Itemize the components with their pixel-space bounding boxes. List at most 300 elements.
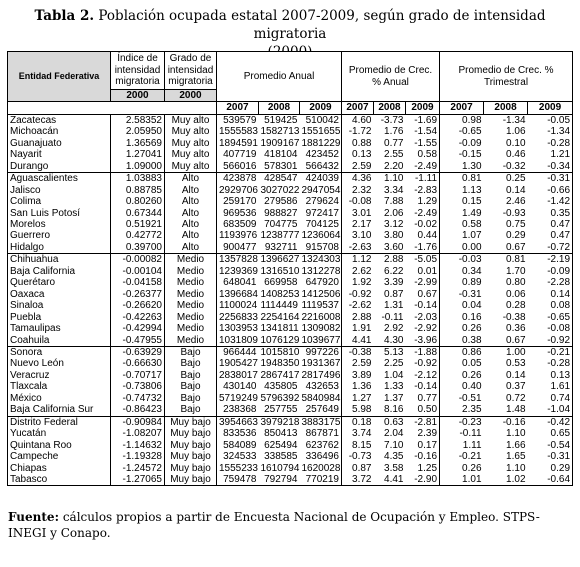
pob-2008: 932711 [264,241,298,253]
pob-2008: 2254164 [260,311,300,323]
crec-anual-2008: 3.80 [384,230,404,242]
pob-2009: 770219 [300,474,342,486]
crec-anual-2007: 3.10 [352,230,372,242]
crec-anual-2008: 7.10 [384,439,404,451]
crec-trim-2007: 0.86 [440,346,484,358]
pob-2008: 1316510 [260,265,300,277]
pob-2009: 1412506 [301,288,341,300]
pob-2008: 1396627 [260,254,300,266]
pob-2009: 1119537 [300,300,342,311]
crec-anual-2007: 2.17 [352,218,372,230]
indice-value: 0.42772 [111,230,165,241]
crec-trim-2007: 0.04 [462,300,482,312]
crec-trim-2007: 1.01 [440,474,484,486]
crec-anual-2008: 4.30 [384,334,404,346]
table-row [8,463,573,474]
crec-trim-2009: 0.74 [528,393,573,404]
crec-trim-2009: 0.08 [528,300,573,311]
pob-2009: 5840984 [301,392,341,404]
crec-anual-2009: 1.25 [406,463,440,474]
indice-value: -0.63929 [111,346,165,358]
header-crec-anual: Promedio de Crec. % Anual [342,52,440,102]
crec-trim-2009: -0.92 [528,335,573,347]
crec-anual-2008: 3.58 [384,462,404,474]
crec-anual-2009: -3.96 [406,335,440,347]
table-row [8,242,573,254]
crec-trim-2009: 0.29 [528,463,573,474]
crec-anual-2009: 0.58 [406,149,440,160]
indice-value: -0.00082 [111,254,165,266]
crec-trim-2008: 0.28 [506,300,526,312]
crec-trim-2007: 0.81 [440,173,484,185]
grado-value: Alto [165,185,217,196]
crec-anual-2008: 1.37 [384,392,404,404]
indice-value: 2.05950 [111,126,165,137]
crec-trim-2009: -1.34 [528,126,573,137]
pob-2008: 1948350 [260,358,300,370]
grado-value: Muy alto [165,114,217,126]
header-entidad: Entidad Federativa [8,52,111,102]
pob-2007: 1905427 [219,358,258,370]
header-blank [8,102,111,114]
pob-2009: 1881229 [301,137,341,149]
pob-2007: 324533 [223,451,257,463]
header-indice-year: 2000 [111,90,165,102]
grado-value: Muy bajo [165,428,217,439]
grado-value: Alto [165,196,217,207]
crec-trim-2008: 0.67 [506,241,526,253]
crec-trim-2007: -0.21 [458,451,482,463]
grado-value: Alto [165,173,217,185]
table-row [8,149,573,160]
pob-2008: 1114449 [260,300,298,312]
header-year: 2009 [300,102,342,114]
crec-anual-2007: 2.88 [352,311,372,323]
indice-value: 1.27041 [111,149,165,160]
crec-trim-2007: 0.89 [462,277,482,289]
crec-trim-2007: 0.26 [462,369,482,381]
crec-anual-2009: 2.39 [406,428,440,439]
crec-trim-2007: 0.26 [462,323,482,335]
indice-value: 2.58352 [111,114,165,126]
state-name: Sonora [8,346,111,358]
crec-trim-2009: -1.04 [528,404,573,416]
crec-anual-2009: -1.55 [406,138,440,149]
table-row [8,335,573,347]
pob-2009: 1931367 [301,358,341,370]
pob-2007: 238368 [223,404,257,416]
crec-trim-2007: -0.51 [458,392,482,404]
crec-anual-2009: -0.02 [406,219,440,230]
pob-2009: 279624 [300,196,342,207]
crec-anual-2008: -0.11 [381,311,404,323]
crec-trim-2008: 0.37 [506,381,526,393]
crec-trim-2008: 0.14 [506,184,526,196]
crec-trim-2007: 1.11 [462,439,482,451]
header-promedio-anual: Promedio Anual [217,52,342,102]
header-grado: Grado de intensidad migratoria [165,52,217,90]
table-row [8,474,573,486]
grado-value: Bajo [165,393,217,404]
table-row [8,393,573,404]
crec-trim-2009: 1.21 [528,149,573,160]
pob-2007: 900477 [223,241,257,253]
indice-value: 0.39700 [111,242,165,254]
pob-2008: 3979218 [260,416,300,428]
grado-value: Medio [165,323,217,334]
grado-value: Bajo [165,346,217,358]
crec-trim-2009: -0.31 [528,173,573,185]
crec-anual-2009: -2.92 [406,323,440,334]
crec-trim-2009: -0.54 [528,440,573,451]
crec-anual-2008: 3.39 [384,277,404,289]
pob-2007: 1555233 [219,462,258,474]
grado-value: Alto [165,208,217,219]
crec-anual-2008: 8.16 [384,404,404,416]
crec-trim-2008: 1.00 [484,346,528,358]
pob-2009: 2947054 [301,184,341,196]
grado-value: Muy alto [165,126,217,137]
crec-trim-2007: 1.07 [462,230,482,242]
pob-2008: 850413 [264,428,298,440]
state-name: Sinaloa [8,300,111,311]
crec-trim-2007: 1.30 [462,160,482,172]
crec-anual-2008: 3.60 [384,241,404,253]
indice-value: -0.04158 [111,277,165,288]
header-blank [165,102,217,114]
pob-2007: 2256833 [219,311,258,323]
pob-2008: 418104 [264,149,298,161]
grado-value: Muy alto [165,149,217,160]
crec-trim-2008: 1.10 [506,462,526,474]
indice-value: -0.26377 [111,289,165,300]
grado-value: Muy bajo [165,451,217,462]
crec-anual-2008: 2.88 [374,254,406,266]
pob-2008: 1408253 [260,288,300,300]
crec-trim-2008: 1.10 [506,428,526,440]
header-indice: Índice de intensidad migratoria [111,52,165,90]
pob-2007: 1100024 [219,300,258,312]
indice-value: -0.26620 [111,300,165,311]
pob-2008: 3027022 [260,184,300,196]
crec-trim-2008: 0.67 [506,334,526,346]
pob-2007: 423878 [217,173,259,185]
table-row [8,323,573,334]
crec-anual-2009: -2.03 [406,312,440,323]
crec-trim-2009: -0.05 [528,114,573,126]
crec-trim-2009: -0.42 [528,416,573,428]
crec-anual-2007: 5.98 [352,404,372,416]
pob-2007: 833536 [223,428,257,440]
table-row [8,185,573,196]
pob-2008: 704775 [264,218,298,230]
state-name: San Luis Potosí [8,208,111,219]
state-name: Morelos [8,219,111,230]
crec-anual-2007: -1.72 [348,126,372,138]
crec-anual-2007: 2.59 [352,358,372,370]
pob-2009: 704125 [300,219,342,230]
pob-2009: 1312278 [301,265,341,277]
crec-trim-2008: -0.38 [502,311,526,323]
crec-anual-2007: -0.73 [348,451,372,463]
crec-trim-2009: -0.28 [528,358,573,369]
indice-value: -0.66630 [111,358,165,369]
state-name: Baja California [8,266,111,277]
crec-trim-2009: 0.47 [528,219,573,230]
pob-2008: 792794 [259,474,300,486]
crec-trim-2007: 1.49 [462,207,482,219]
pob-2007: 566016 [223,160,257,172]
indice-value: -0.73806 [111,381,165,392]
crec-anual-2008: 2.92 [384,323,404,335]
state-name: Baja California Sur [8,404,111,416]
crec-anual-2007: 3.01 [352,207,372,219]
table-row [8,161,573,173]
table-row [8,451,573,462]
crec-trim-2007: -0.65 [458,126,482,138]
crec-anual-2007: -2.63 [348,241,372,253]
pob-2009: 1324303 [301,254,341,266]
grado-value: Muy alto [165,161,217,173]
table-row [8,312,573,323]
crec-anual-2007: 4.41 [352,334,372,346]
grado-value: Bajo [165,404,217,416]
pob-2009: 3883175 [301,416,341,428]
state-name: Zacatecas [8,114,111,126]
pob-2009: 257649 [300,404,342,416]
crec-anual-2009: -0.14 [406,300,440,311]
crec-trim-2008: 1.66 [506,439,526,451]
header-year: 2007 [217,102,259,114]
crec-anual-2007: -0.92 [348,288,372,300]
table-row [8,266,573,277]
crec-trim-2009: -0.09 [528,266,573,277]
pob-2007: 969536 [223,207,257,219]
grado-value: Medio [165,254,217,266]
indice-value: -0.90984 [111,416,165,428]
crec-trim-2008: 0.25 [484,173,528,185]
pob-2008: 1610794 [260,462,300,474]
state-name: Quintana Roo [8,440,111,451]
crec-trim-2007: -0.03 [440,254,484,266]
pob-2008: 428547 [259,173,300,185]
state-name: Jalisco [8,185,111,196]
crec-trim-2008: 0.72 [506,392,526,404]
crec-anual-2007: 0.13 [352,149,372,161]
state-name: Oaxaca [8,289,111,300]
pob-2009: 336496 [300,451,342,462]
state-name: Tamaulipas [8,323,111,334]
crec-anual-2009: -2.49 [406,161,440,173]
pob-2008: 1341811 [260,323,299,335]
table-row [8,381,573,392]
crec-trim-2007: 1.13 [462,184,482,196]
table-title-label: Tabla 2. [34,8,95,24]
crec-trim-2008: 2.46 [506,196,526,208]
crec-anual-2009: -1.88 [406,346,440,358]
header-blank [111,102,165,114]
state-name: Puebla [8,312,111,323]
table-row [8,404,573,416]
grado-value: Medio [165,335,217,347]
pob-2009: 997226 [300,346,342,358]
crec-trim-2007: 0.38 [462,334,482,346]
state-name: Guerrero [8,230,111,241]
pob-2009: 2216008 [301,311,341,323]
crec-anual-2007: 1.92 [352,277,372,289]
crec-anual-2008: 2.20 [384,160,404,172]
crec-trim-2008: 0.10 [506,137,526,149]
crec-anual-2009: 1.29 [406,196,440,207]
state-name: Michoacán [8,126,111,137]
grado-value: Bajo [165,370,217,381]
pob-2007: 1239369 [219,265,258,277]
crec-anual-2007: 3.89 [352,369,372,381]
pob-2008: 1909167 [260,137,300,149]
grado-value: Alto [165,230,217,241]
pob-2009: 1551655 [301,126,341,138]
table-row [8,138,573,149]
indice-value: -0.00104 [111,266,165,277]
grado-value: Muy bajo [165,474,217,486]
crec-trim-2008: 1.02 [484,474,528,486]
grado-value: Alto [165,219,217,230]
crec-anual-2009: -1.76 [406,242,440,254]
indice-value: -1.27065 [111,474,165,486]
crec-anual-2008: 3.34 [384,184,404,196]
crec-trim-2009: -0.64 [528,474,573,486]
crec-trim-2009: 0.35 [528,208,573,219]
crec-anual-2007: 0.87 [352,462,372,474]
crec-trim-2009: -0.72 [528,242,573,254]
pob-2009: 867871 [300,428,342,439]
crec-anual-2008: 0.77 [384,137,404,149]
crec-trim-2007: 2.35 [462,404,482,416]
pob-2007: 1396684 [219,288,258,300]
state-name: Guanajuato [8,138,111,149]
state-name: Distrito Federal [8,416,111,428]
table-row [8,440,573,451]
grado-value: Medio [165,266,217,277]
table-row [8,196,573,207]
crec-anual-2008: 4.35 [384,451,404,463]
pob-2007: 259170 [223,196,257,208]
crec-anual-2007: 2.59 [352,160,372,172]
crec-anual-2007: 2.62 [352,265,372,277]
pob-2008: 435805 [264,381,298,393]
table-row [8,289,573,300]
pob-2009: 432653 [300,381,342,392]
indice-value: -1.08207 [111,428,165,439]
crec-anual-2008: 2.04 [384,428,404,440]
grado-value: Medio [165,289,217,300]
pob-2008: 669958 [264,277,298,289]
indice-value: -0.86423 [111,404,165,416]
crec-anual-2009: -1.69 [406,114,440,126]
indice-value: 0.67344 [111,208,165,219]
crec-anual-2007: 4.60 [342,114,374,126]
table-row [8,114,573,126]
pob-2008: 5796392 [260,392,300,404]
state-name: Yucatán [8,428,111,439]
header-year: 2009 [528,102,573,114]
indice-value: -1.24572 [111,463,165,474]
crec-anual-2008: 3.12 [384,218,404,230]
pob-2008: 988827 [264,207,298,219]
crec-trim-2008: 0.81 [484,254,528,266]
indice-value: 1.09000 [111,161,165,173]
state-name: Durango [8,161,111,173]
crec-anual-2009: -0.14 [406,381,440,392]
header-year: 2008 [484,102,528,114]
crec-anual-2008: 0.63 [374,416,406,428]
crec-trim-2009: -0.08 [528,323,573,334]
indice-value: 0.51921 [111,219,165,230]
crec-anual-2008: 0.87 [384,288,404,300]
pob-2008: 519425 [259,114,300,126]
pob-2007: 683509 [223,218,257,230]
crec-anual-2008: 1.04 [384,369,404,381]
table-title-text: Población ocupada estatal 2007-2009, según grado de intensidad migratoria [98,8,546,42]
crec-anual-2009: -2.90 [406,474,440,486]
crec-anual-2009: -0.92 [406,358,440,369]
table-row [8,416,573,428]
crec-anual-2008: 5.13 [374,346,406,358]
indice-value: -0.70717 [111,370,165,381]
crec-anual-2007: 1.27 [352,392,372,404]
grado-value: Bajo [165,358,217,369]
crec-anual-2008: 7.88 [384,196,404,208]
indice-value: -1.14632 [111,440,165,451]
crec-anual-2009: 0.77 [406,393,440,404]
header-year: 2007 [440,102,484,114]
crec-anual-2007: -2.62 [348,300,372,312]
crec-anual-2009: 0.01 [406,266,440,277]
table-row [8,346,573,358]
data-table [7,51,573,486]
crec-anual-2009: -2.49 [406,208,440,219]
crec-trim-2008: 1.06 [506,126,526,138]
crec-trim-2008: 1.70 [506,265,526,277]
pob-2008: 1076129 [260,334,300,346]
crec-trim-2008: 0.36 [506,323,526,335]
crec-trim-2007: 0.05 [462,358,482,370]
state-name: Aguascalientes [8,173,111,185]
table-row [8,277,573,288]
crec-trim-2009: -0.21 [528,346,573,358]
pob-2009: 1039677 [301,334,341,346]
crec-anual-2007: 3.72 [342,474,374,486]
crec-trim-2008: 0.06 [506,288,526,300]
crec-trim-2007: 0.15 [462,196,482,208]
crec-trim-2009: -0.65 [528,312,573,323]
crec-trim-2007: 0.16 [462,311,482,323]
indice-value: 0.88785 [111,185,165,196]
pob-2008: 338585 [264,451,298,463]
crec-anual-2007: 4.36 [342,173,374,185]
crec-trim-2009: 1.61 [528,381,573,392]
crec-trim-2009: -1.42 [528,196,573,207]
table-row [8,208,573,219]
grado-value: Medio [165,277,217,288]
state-name: Chihuahua [8,254,111,266]
indice-value: -0.47955 [111,335,165,347]
grado-value: Muy bajo [165,440,217,451]
crec-anual-2007: 8.15 [352,439,372,451]
header-year: 2009 [406,102,440,114]
pob-2008: 2867417 [260,369,300,381]
pob-2008: 1015810 [260,346,300,358]
